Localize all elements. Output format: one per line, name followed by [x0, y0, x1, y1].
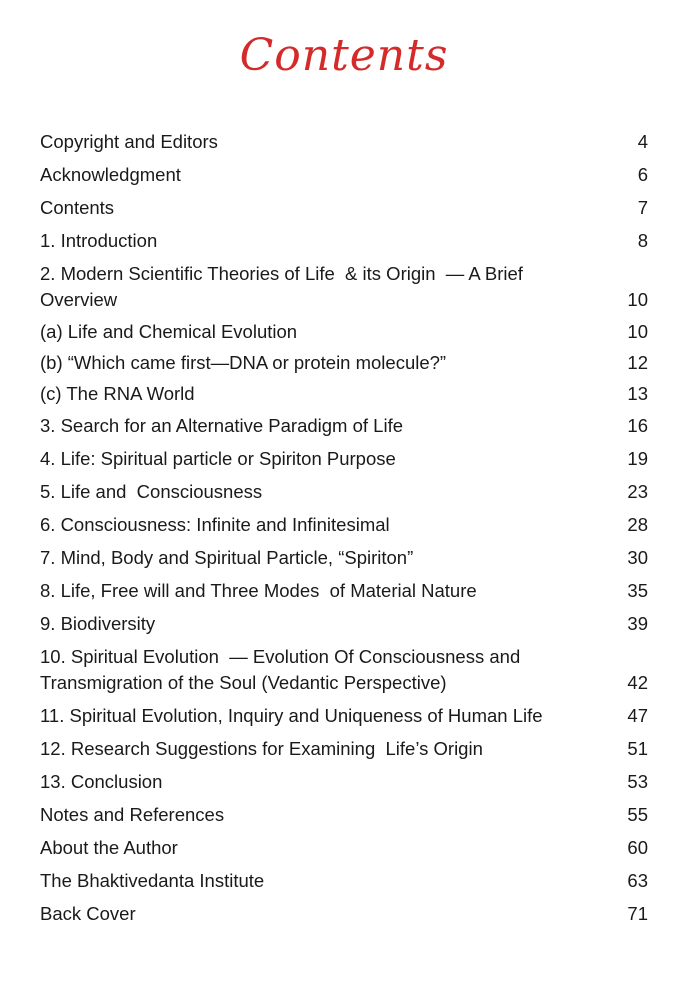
toc-entry[interactable] [40, 443, 648, 476]
toc-entry-label: The Bhaktivedanta Institute [40, 870, 265, 891]
toc-entry[interactable] [40, 225, 648, 258]
toc-entry[interactable] [40, 348, 648, 379]
toc-entry[interactable] [40, 700, 648, 733]
toc-entry[interactable] [40, 476, 648, 509]
toc-entry-page: 4 [637, 131, 648, 152]
toc-entry-label: Copyright and Editors [40, 131, 218, 152]
toc-entry-label: 5. Life and Consciousness [40, 481, 263, 502]
toc-entry-page: 55 [627, 804, 648, 825]
toc-entry-label: 3. Search for an Alternative Paradigm of Life [40, 415, 404, 436]
toc-entry-label: 10. Spiritual Evolution — Evolution Of Consciousness and Transmigration of the Soul (Vedantic Perspective) [40, 646, 526, 693]
toc-entry-page: 51 [627, 738, 648, 759]
toc-entry-label: 13. Conclusion [40, 771, 163, 792]
toc-entry-page: 16 [627, 415, 648, 436]
toc-entry-page: 6 [637, 164, 648, 185]
toc-entry[interactable] [40, 410, 648, 443]
toc-entry[interactable] [40, 575, 648, 608]
toc-entry-label: 1. Introduction [40, 230, 158, 251]
toc-entry-label: 8. Life, Free will and Three Modes of Material Nature [40, 580, 477, 601]
toc-entry[interactable] [40, 766, 648, 799]
toc-entry-page: 53 [627, 771, 648, 792]
toc-entry-label: About the Author [40, 837, 178, 858]
page-title: Contents [239, 30, 449, 81]
toc-entry-label: 11. Spiritual Evolution, Inquiry and Uniqueness of Human Life [40, 705, 543, 726]
toc-entry-page: 42 [627, 672, 648, 693]
toc-entry[interactable] [40, 898, 648, 931]
toc-entry-label: Acknowledgment [40, 164, 181, 185]
toc-entry-page: 39 [627, 613, 648, 634]
toc-entry[interactable] [40, 509, 648, 542]
toc-entry-label: (a) Life and Chemical Evolution [40, 321, 298, 342]
toc-entry-page: 30 [627, 547, 648, 568]
toc-entry-page: 8 [637, 230, 648, 251]
toc-entry-label: 7. Mind, Body and Spiritual Particle, “Spiriton” [40, 547, 414, 568]
toc-entry-page: 60 [627, 837, 648, 858]
toc-entry-label: 2. Modern Scientific Theories of Life & its Origin — A Brief Overview [40, 263, 529, 310]
toc-entry-page: 12 [627, 352, 648, 373]
toc-entry-page: 47 [627, 705, 648, 726]
toc-entry-page: 10 [627, 321, 648, 342]
toc-entry-page: 19 [627, 448, 648, 469]
toc-entry-label: Contents [40, 197, 115, 218]
toc-entry-page: 7 [637, 197, 648, 218]
toc-entry[interactable] [40, 126, 648, 159]
toc-entry-page: 23 [627, 481, 648, 502]
toc-entry-label: 6. Consciousness: Infinite and Infinitesimal [40, 514, 390, 535]
toc-entry-page: 71 [627, 903, 648, 924]
table-of-contents [40, 126, 648, 931]
toc-entry-label: Back Cover [40, 903, 136, 924]
toc-entry[interactable] [40, 159, 648, 192]
toc-entry[interactable] [40, 865, 648, 898]
toc-entry-page: 28 [627, 514, 648, 535]
toc-entry[interactable] [40, 542, 648, 575]
toc-entry[interactable] [40, 832, 648, 865]
toc-entry-label: 9. Biodiversity [40, 613, 156, 634]
toc-entry-page: 10 [627, 289, 648, 310]
toc-entry-label: 4. Life: Spiritual particle or Spiriton Purpose [40, 448, 396, 469]
toc-entry[interactable] [40, 641, 648, 700]
toc-entry[interactable] [40, 192, 648, 225]
toc-entry[interactable] [40, 608, 648, 641]
toc-entry[interactable] [40, 379, 648, 410]
toc-entry-label: Notes and References [40, 804, 225, 825]
toc-entry[interactable] [40, 317, 648, 348]
toc-entry-label: 12. Research Suggestions for Examining Life’s Origin [40, 738, 483, 759]
toc-entry[interactable] [40, 733, 648, 766]
toc-entry-page: 35 [627, 580, 648, 601]
toc-entry-label: (b) “Which came first—DNA or protein molecule?” [40, 352, 447, 373]
toc-entry-label: (c) The RNA World [40, 383, 195, 404]
toc-entry[interactable] [40, 799, 648, 832]
toc-entry-page: 13 [627, 383, 648, 404]
toc-entry-page: 63 [627, 870, 648, 891]
toc-entry[interactable] [40, 258, 648, 317]
